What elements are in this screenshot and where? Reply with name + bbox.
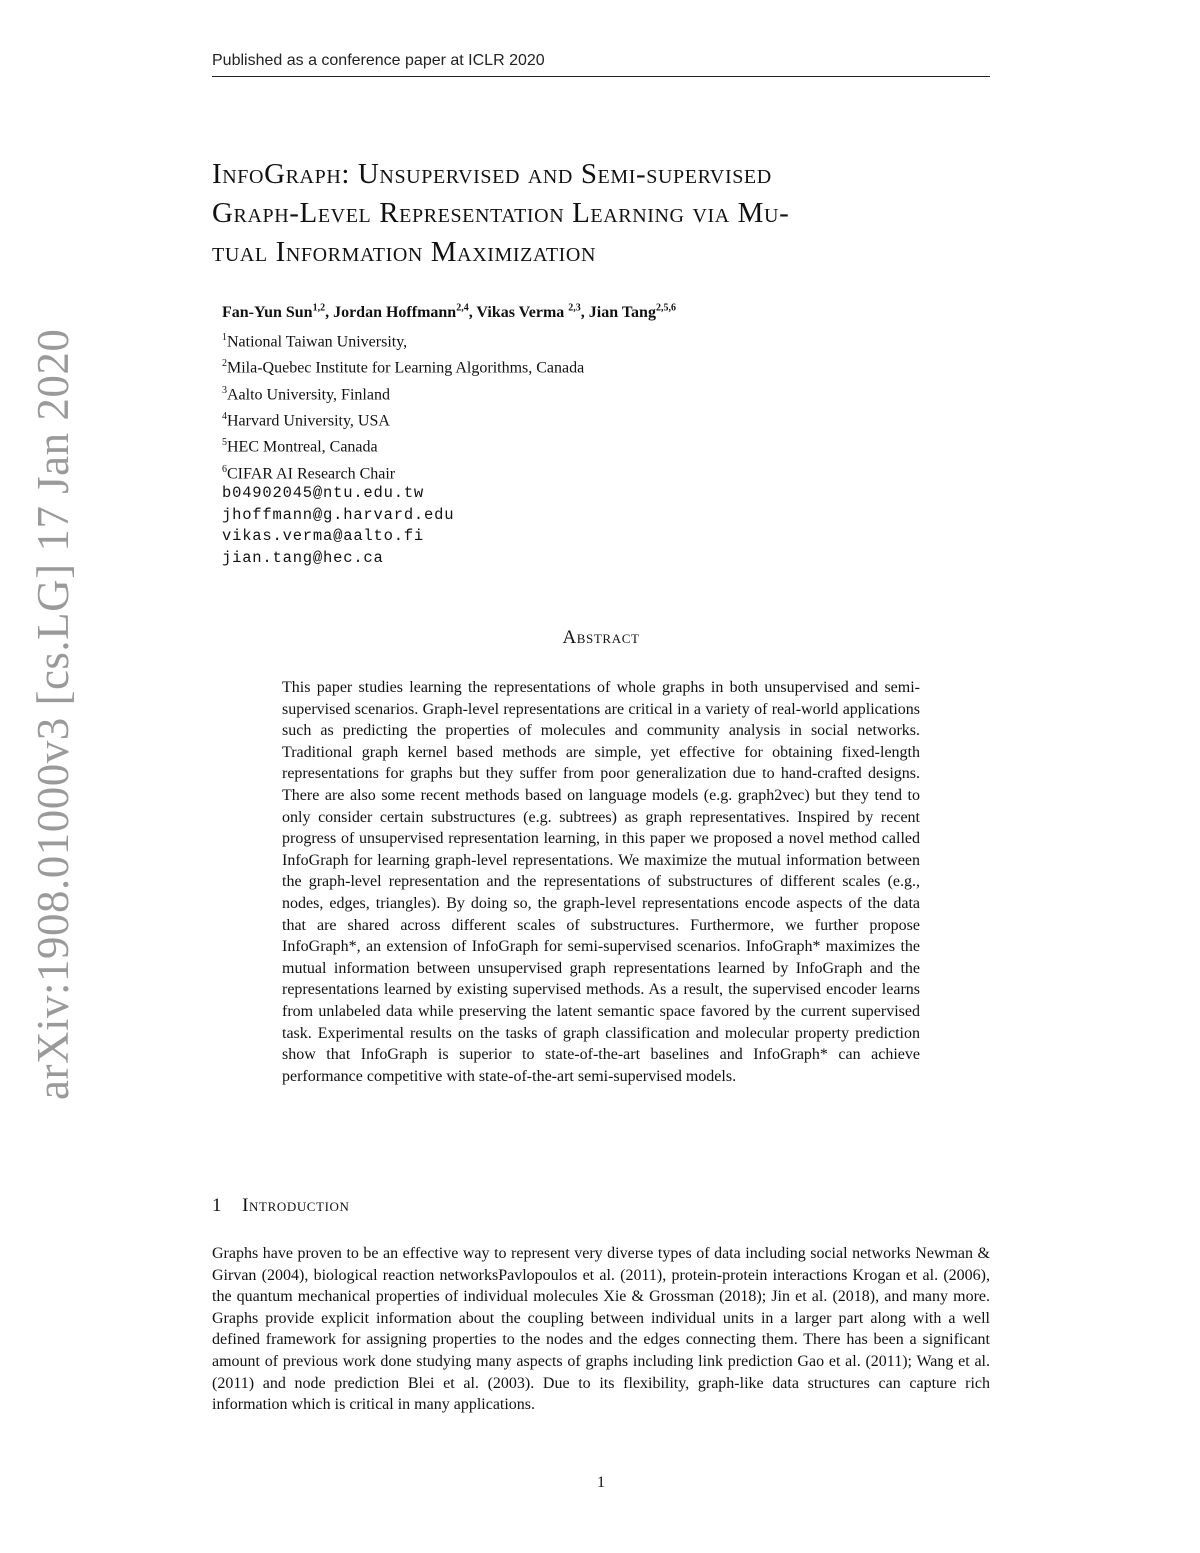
affiliation: $^2$Mila-Quebec Institute for Learning Algorithms, Canada xyxy=(222,358,585,377)
email-address[interactable]: b04902045@ntu.edu.tw xyxy=(222,484,425,502)
section-title: Introduction xyxy=(242,1195,350,1216)
paper-title xyxy=(212,155,1002,272)
affiliation: $^3$Aalto University, Finland xyxy=(222,384,390,403)
page-number: 1 xyxy=(597,1474,605,1491)
title-line-3: tual Information Maximization xyxy=(212,236,596,268)
abstract-heading: Abstract xyxy=(562,627,640,648)
affiliation: $^4$Harvard University, USA xyxy=(222,410,390,430)
author: Fan-Yun Sun$^{1,2}$, xyxy=(222,303,334,322)
email-address[interactable]: jian.tang@hec.ca xyxy=(222,548,384,567)
affiliation-list xyxy=(222,327,584,485)
author: Vikas Verma $^{2,3}$, xyxy=(476,303,589,322)
email-address[interactable]: jhoffmann@g.harvard.edu xyxy=(222,505,455,524)
author-list xyxy=(222,303,676,322)
affiliation: $^1$National Taiwan University, xyxy=(222,332,408,351)
author: Jian Tang$^{2,5,6}$ xyxy=(588,303,676,322)
email-list xyxy=(222,483,454,569)
section-heading-introduction xyxy=(212,1195,350,1217)
arxiv-side-stamp: arXiv:1908.01000v3 [cs.LG] 17 Jan 2020 xyxy=(28,328,78,1100)
running-header: Published as a conference paper at ICLR 2020 xyxy=(212,52,545,69)
author: Jordan Hoffmann$^{2,4}$, xyxy=(333,303,477,322)
title-line-2: Graph-Level Representation Learning via Mu- xyxy=(212,197,790,229)
email-address[interactable]: vikas.verma@aalto.fi xyxy=(222,527,425,545)
affiliation: $^6$CIFAR AI Research Chair xyxy=(222,463,396,482)
affiliation: $^5$HEC Montreal, Canada xyxy=(222,437,378,456)
abstract-text: This paper studies learning the representations of whole graphs in both unsupervised and semi-supervised scenarios. Graph-level representations are critical in a variety of real-world applications such as predicting the properties of molecules and community analysis in social networks. Traditional graph kernel based methods are simple, yet effective for obtaining fixed-length representations for graphs but they suffer from poor generalization due to hand-crafted designs. There are also some recent methods based on language models (e.g. graph2vec) but they tend to only consider certain substructures (e.g. subtrees) as graph representatives. Inspired by recent progress of unsupervised representation learning, in this paper we proposed a novel method called InfoGraph for learning graph-level representations. We maximize the mutual information between the graph-level representation and the representations of substructures of different scales (e.g., nodes, edges, triangles). By doing so, the graph-level representations encode aspects of the data that are shared across different scales of substructures. Furthermore, we further propose InfoGraph*, an extension of InfoGraph for semi-supervised scenarios. InfoGraph* maximizes the mutual information between unsupervised graph representations learned by InfoGraph and the representations learned by existing supervised methods. As a result, the supervised encoder learns from unlabeled data while preserving the latent semantic space favored by the current supervised task. Experimental results on the tasks of graph classification and molecular property prediction show that InfoGraph is superior to state-of-the-art baselines and InfoGraph* can achieve performance competitive with state-of-the-art semi-supervised models. xyxy=(282,679,920,1085)
header-rule xyxy=(212,76,990,77)
section-number: 1 xyxy=(212,1195,223,1216)
introduction-text: Graphs have proven to be an effective way to represent very diverse types of data including social networks Newman & Girvan (2004), biological reaction networksPavlopoulos et al. (2011), protein-protein interactions Krogan et al. (2006), the quantum mechanical properties of individual molecules Xie & Grossman (2018); Jin et al. (2018), and many more. Graphs provide explicit information about the coupling between individual units in a larger part along with a well defined framework for assigning properties to the nodes and the edges connecting them. There has been a significant amount of previous work done studying many aspects of graphs including link prediction Gao et al. (2011); Wang et al. (2011) and node prediction Blei et al. (2003). Due to its flexibility, graph-like data structures can capture rich information which is critical in many applications. xyxy=(212,1245,990,1414)
title-line-1: InfoGraph: Unsupervised and Semi-supervised xyxy=(212,158,772,190)
